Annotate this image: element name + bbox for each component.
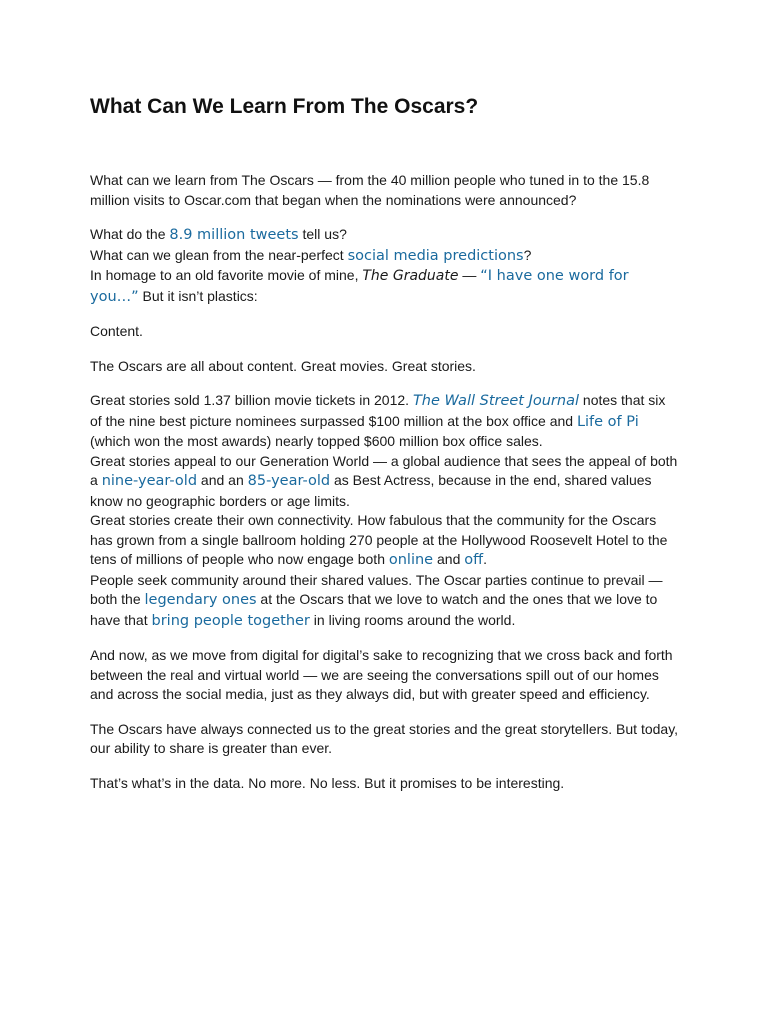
nine-year-old-link[interactable]: nine-year-old bbox=[101, 473, 198, 489]
graduate-line: In homage to an old favorite movie of mine, The Graduate — “I have one word for you…” But it isn’t plastics: bbox=[90, 267, 629, 305]
article-title: What Can We Learn From The Oscars? bbox=[90, 95, 479, 118]
85-year-old-link[interactable]: 85-year-old bbox=[247, 473, 331, 489]
wsj-link[interactable]: The Wall Street Journal bbox=[412, 393, 580, 409]
legendary-ones-link[interactable]: legendary ones bbox=[144, 592, 257, 608]
graduate-title: The Graduate bbox=[362, 268, 459, 284]
question-tweets: What do the 8.9 million tweets tell us? bbox=[90, 226, 347, 243]
life-of-pi-link[interactable]: Life of Pi bbox=[576, 413, 639, 430]
bring-people-together-link[interactable]: bring people together bbox=[151, 612, 310, 629]
community-sentence: People seek community around their shared values. The Oscar parties continue to prevail — both the legendary ones at the Oscars that we love to watch and the ones that we love to have that bring people together in living rooms around the world. bbox=[90, 571, 663, 629]
online-link[interactable]: online bbox=[388, 552, 434, 568]
questions-paragraph bbox=[90, 225, 680, 307]
article-body bbox=[90, 171, 680, 808]
tweets-link[interactable]: 8.9 million tweets bbox=[169, 227, 299, 243]
generation-world-sentence: Great stories appeal to our Generation World — a global audience that sees the appeal of both a nine-year-old and an 85-year-old as Best Actress, because in the end, shared values know no geographic borders or age limits. bbox=[90, 452, 678, 509]
off-link[interactable]: off bbox=[464, 552, 484, 568]
data-paragraph: That’s what’s in the data. No more. No less. But it promises to be interesting. bbox=[90, 774, 565, 791]
content-word: Content. bbox=[90, 323, 143, 339]
predictions-link[interactable]: social media predictions bbox=[347, 247, 524, 264]
digital-paragraph: And now, as we move from digital for digital’s sake to recognizing that we cross back and forth between the real and virtual world — we are seeing the conversations spill out of our homes and across the social media, just as they always did, but with greater speed and efficiency. bbox=[90, 647, 673, 702]
oscars-content-paragraph: The Oscars are all about content. Great movies. Great stories. bbox=[90, 357, 476, 374]
intro-paragraph: What can we learn from The Oscars — from the 40 million people who tuned in to the 15.8 million visits to Oscar.com that began when the nominations were announced? bbox=[90, 172, 650, 208]
great-stories-paragraph bbox=[90, 391, 680, 631]
connectivity-sentence: Great stories create their own connectivity. How fabulous that the community for the Oscars has grown from a single ballroom holding 270 people at the Hollywood Roosevelt Hotel to the tens of millions of people who now engage both online and off. bbox=[90, 512, 668, 568]
one-word-link[interactable]: “I have one word for you…” bbox=[90, 268, 629, 305]
question-predictions: What can we glean from the near-perfect social media predictions? bbox=[90, 246, 532, 264]
tickets-sentence: Great stories sold 1.37 billion movie tickets in 2012. The Wall Street Journal notes that six of the nine best picture nominees surpassed $100 million at the box office and Life of Pi (which won the most awards) nearly topped $600 million box office sales. bbox=[90, 392, 666, 449]
connected-paragraph: The Oscars have always connected us to the great stories and the great storytellers. But today, our ability to share is greater than ever. bbox=[90, 720, 679, 756]
